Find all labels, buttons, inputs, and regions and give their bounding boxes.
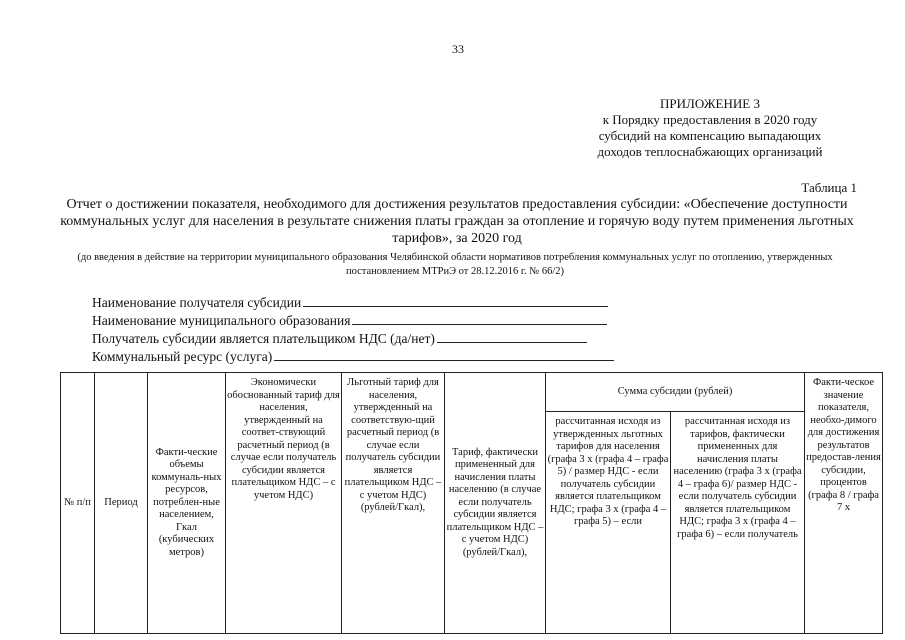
page-number: 33 <box>452 42 464 56</box>
col-volume-header: Факти-ческие объемы коммуналь-ных ресурсов, потреблен-ные населением, Гкал (кубических метров) <box>148 373 226 634</box>
table-number: Таблица 1 <box>801 180 857 195</box>
report-title: Отчет о достижении показателя, необходимого для достижения результатов предоставления субсидии: «Обеспечение доступности коммунальных услуг для населения в результате снижения платы граждан за отопление и горячую воду путем применения льготных тарифов», за 2020 год <box>60 197 854 246</box>
col-applied-tariff-header: Тариф, фактически примененный для начисления платы населению (в случае если получатель субсидии является плательщиком НДС – с учетом НДС) (рублей/Гкал), <box>445 373 546 634</box>
field-label: Коммунальный ресурс (услуга) <box>92 349 273 364</box>
field-label: Получатель субсидии является плательщиком НДС (да/нет) <box>92 331 435 346</box>
field-label: Наименование муниципального образования <box>92 313 351 328</box>
report-table <box>60 372 883 634</box>
municipality-field[interactable] <box>92 310 607 329</box>
report-note: (до введения в действие на территории муниципального образования Челябинской области нормативов потребления коммунальных услуг по отоплению, утвержденных постановлением МТРиЭ от 28.12.2016 г. № 66/2) <box>77 252 833 277</box>
utility-resource-field[interactable] <box>92 346 614 365</box>
vat-payer-field[interactable] <box>92 328 587 347</box>
col-period-header: Период <box>95 373 148 634</box>
municipality-blank[interactable] <box>352 310 607 325</box>
appendix-title: ПРИЛОЖЕНИЕ 3 <box>660 96 760 111</box>
col-actual-value-header: Факти-ческое значение показателя, необхо-димого для достижения результатов предостав-ления субсидии, процентов (графа 8 / графа 7 х <box>805 373 883 634</box>
field-label: Наименование получателя субсидии <box>92 295 302 310</box>
recipient-name-field[interactable] <box>92 292 608 311</box>
col-subsidy-applied-header: рассчитанная исходя из тарифов, фактически примененных для начисления платы населению (графа 3 х (графа 4 – графа 6)/ размер НДС - если получатель субсидии является плательщиком НДС; графа 3 х (графа 4 – графа 6) – если получатель <box>671 412 805 634</box>
appendix-line: к Порядку предоставления в 2020 году <box>602 112 818 127</box>
col-pref-tariff-header: Льготный тариф для населения, утвержденный на соответствую-щий расчетный период (в случае если получатель субсидии является плательщиком НДС – с учетом НДС) (рублей/Гкал), <box>342 373 445 634</box>
utility-resource-blank[interactable] <box>274 346 614 361</box>
col-econ-tariff-header: Экономически обоснованный тариф для населения, утвержденный на соответ-ствующий расчетный период (в случае если получатель субсидии является плательщиком НДС – с учетом НДС) <box>226 373 342 634</box>
appendix-line: доходов теплоснабжающих организаций <box>597 144 823 159</box>
appendix-header <box>560 96 860 160</box>
col-subsidy-approved-header: рассчитанная исходя из утвержденных льготных тарифов для населения (графа 3 х (графа 4 – графа 5) / размер НДС - если получатель субсидии является плательщиком НДС; графа 3 х (графа 4 – графа 5) – если <box>546 412 671 634</box>
subsidy-group-header: Сумма субсидии (рублей) <box>546 373 805 412</box>
col-number-header: № п/п <box>61 373 95 634</box>
recipient-name-blank[interactable] <box>303 292 608 307</box>
vat-payer-blank[interactable] <box>437 328 587 343</box>
appendix-line: субсидий на компенсацию выпадающих <box>598 128 822 143</box>
